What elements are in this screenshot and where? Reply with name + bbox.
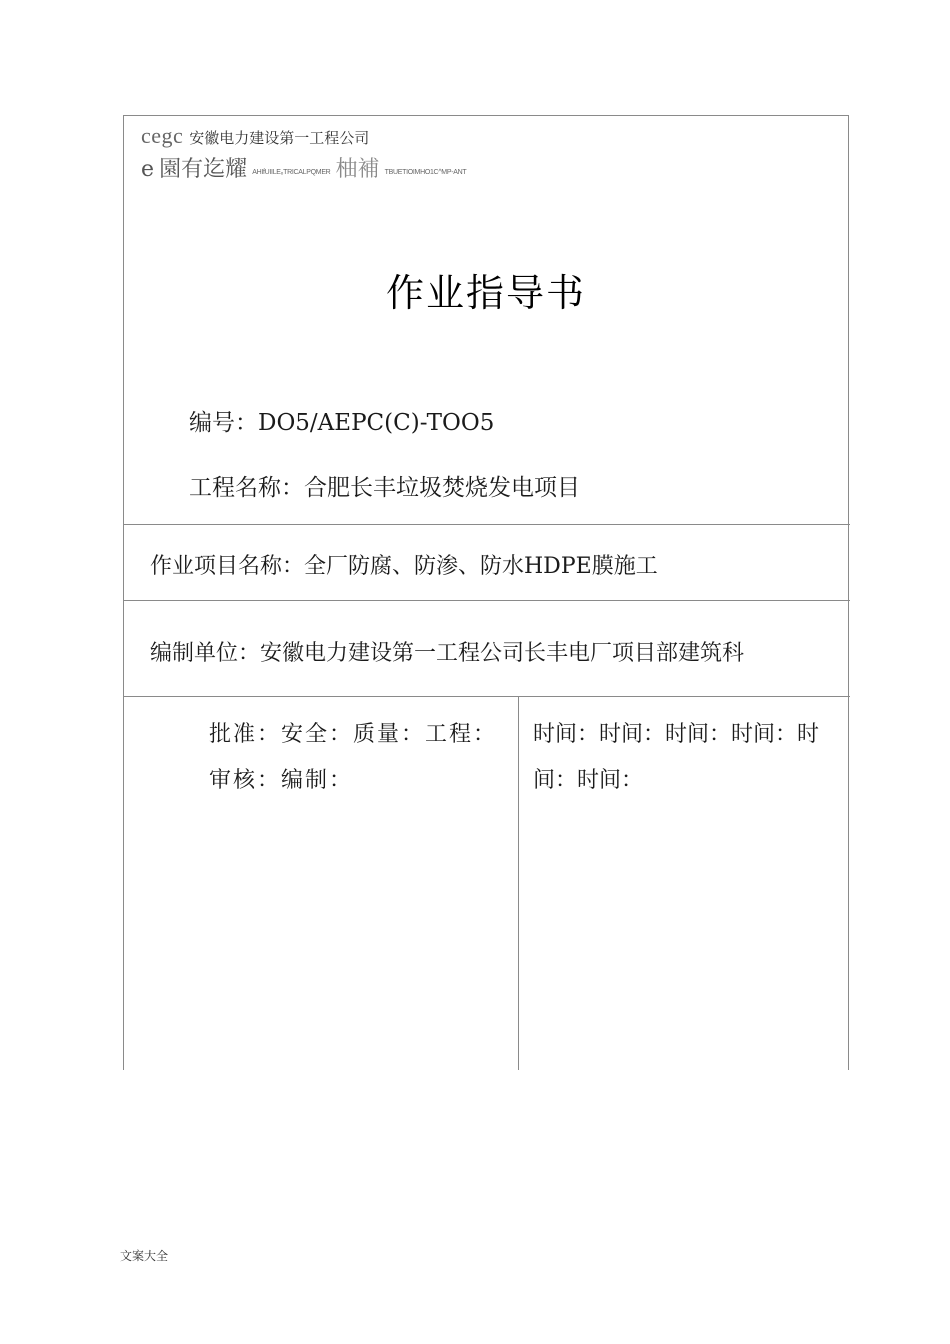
logo-brand: cegc (141, 123, 184, 148)
logo-prefix: e (141, 157, 155, 182)
logo-cn-2: 柚補 (335, 157, 380, 182)
divider-work-item (123, 600, 850, 601)
company-logo (141, 123, 369, 149)
document-frame (123, 115, 849, 1070)
logo-en-1: AHIfUIILE₆TRICALPQMER (252, 169, 331, 176)
divider-project-section (123, 524, 850, 525)
divider-prepared-by (123, 696, 850, 697)
document-title: 作业指导书 (385, 271, 586, 315)
approval-times: 时间：时间：时间：时间：时间：时间： (533, 722, 820, 793)
prepared-by-unit: 编制单位：安徽电力建设第一工程公司长丰电厂项目部建筑科 (150, 641, 745, 666)
company-logo-subline (141, 152, 466, 183)
divider-signature-columns (518, 697, 519, 1070)
logo-company-name: 安徽电力建设第一工程公司 (189, 129, 370, 147)
approval-roles: 批准：安全：质量：工程：审核：编制： (209, 722, 498, 793)
footer-text: 文案大全 (120, 1249, 169, 1263)
work-item-name: 作业项目名称：全厂防腐、防渗、防水HDPE膜施工 (150, 554, 658, 579)
logo-cn-1: 園有迄耀 (159, 157, 248, 182)
document-code: 编号：DO5/AEPC(C)-TOO5 (189, 410, 495, 436)
project-name: 工程名称：合肥长丰垃圾焚烧发电项目 (189, 475, 580, 501)
logo-en-2: TBUETIOIMHO1C^MP-ANT (384, 169, 467, 176)
